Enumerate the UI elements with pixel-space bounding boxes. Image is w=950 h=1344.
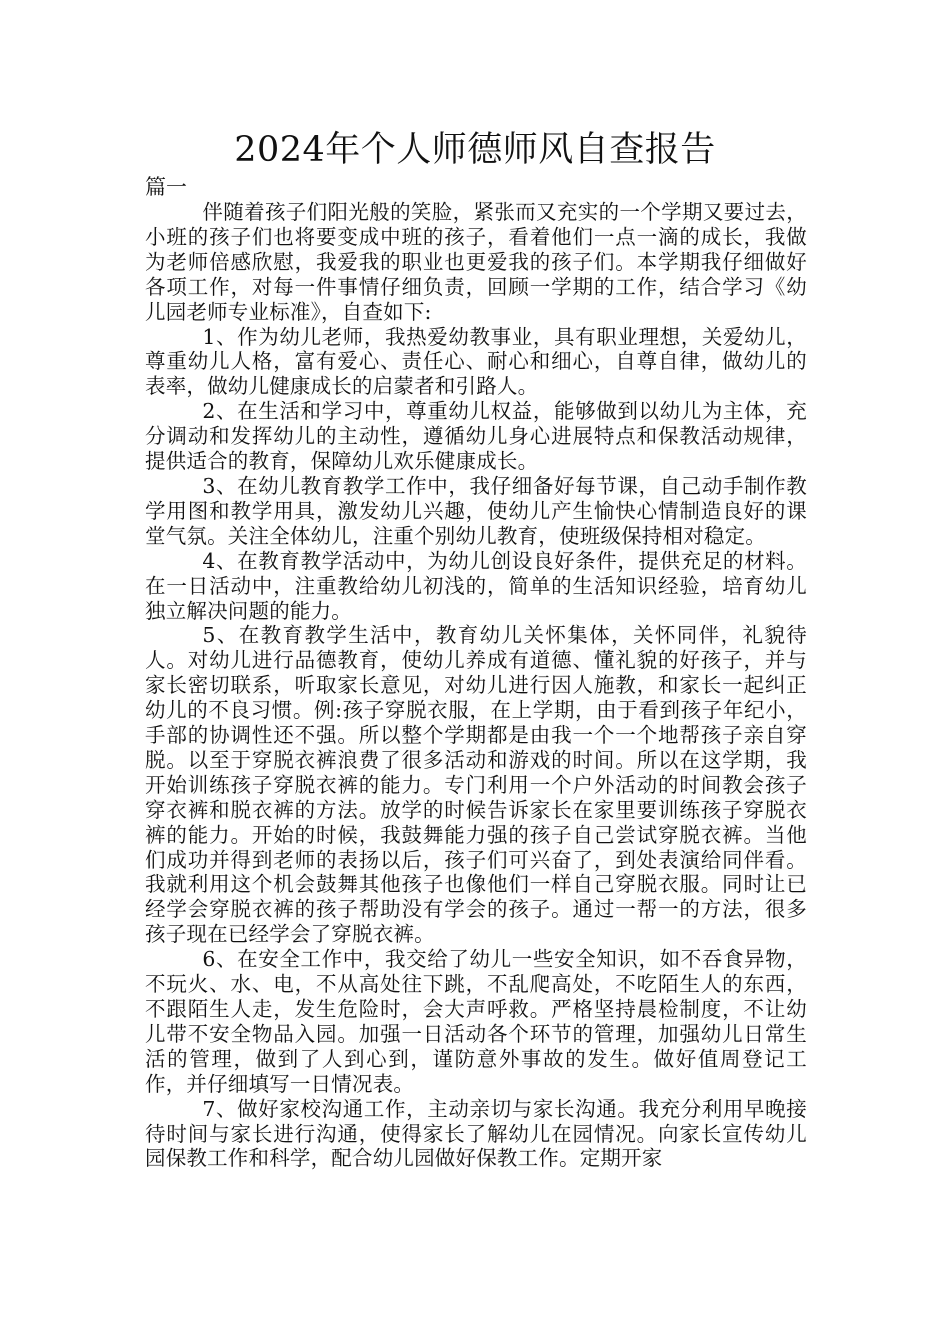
paragraph-item-5: 5、在教育教学生活中，教育幼儿关怀集体，关怀同伴，礼貌待人。对幼儿进行品德教育，使幼儿养成有道德、懂礼貌的好孩子，并与家长密切联系，听取家长意见，对幼儿进行因人施教，和家长一起纠正幼儿的不良习惯。例:孩子穿脱衣服，在上学期，由于看到孩子年纪小，手部的协调性还不强。所以整个学期都是由我一个一个地帮孩子亲自穿脱。以至于穿脱衣裤浪费了很多活动和游戏的时间。所以在这学期，我开始训练孩子穿脱衣裤的能力。专门利用一个户外活动的时间教会孩子穿衣裤和脱衣裤的方法。放学的时候告诉家长在家里要训练孩子穿脱衣裤的能力。开始的时候，我鼓舞能力强的孩子自己尝试穿脱衣裤。当他们成功并得到老师的表扬以后，孩子们可兴奋了，到处表演给同伴看。我就利用这个机会鼓舞其他孩子也像他们一样自己穿脱衣服。同时让已经学会穿脱衣裤的孩子帮助没有学会的孩子。通过一帮一的方法，很多孩子现在已经学会了穿脱衣裤。 [145,623,807,947]
paragraph-item-6: 6、在安全工作中，我交给了幼儿一些安全知识，如不吞食异物，不玩火、水、电，不从高处往下跳，不乱爬高处，不吃陌生人的东西，不跟陌生人走，发生危险时，会大声呼救。严格坚持晨检制度，不让幼儿带不安全物品入园。加强一日活动各个环节的管理，加强幼儿日常生活的管理，做到了人到心到，谨防意外事故的发生。做好值周登记工作，并仔细填写一日情况表。 [145,947,807,1096]
paragraph-item-3: 3、在幼儿教育教学工作中，我仔细备好每节课，自己动手制作教学用图和教学用具，激发幼儿兴趣，使幼儿产生愉快心情制造良好的课堂气氛。关注全体幼儿，注重个别幼儿教育，使班级保持相对稳定。 [145,473,807,548]
document-body [145,200,807,1171]
paragraph-item-7: 7、做好家校沟通工作，主动亲切与家长沟通。我充分利用早晚接待时间与家长进行沟通，使得家长了解幼儿在园情况。向家长宣传幼儿园保教工作和科学，配合幼儿园做好保教工作。定期开家 [145,1096,807,1171]
document-title: 2024年个人师德师风自查报告 [234,130,716,170]
paragraph-item-2: 2、在生活和学习中，尊重幼儿权益，能够做到以幼儿为主体，充分调动和发挥幼儿的主动性，遵循幼儿身心进展特点和保教活动规律，提供适合的教育，保障幼儿欢乐健康成长。 [145,399,807,474]
paragraph-item-4: 4、在教育教学活动中，为幼儿创设良好条件，提供充足的材料。在一日活动中，注重教给幼儿初浅的，简单的生活知识经验，培育幼儿独立解决问题的能力。 [145,548,807,623]
paragraph-intro: 伴随着孩子们阳光般的笑脸，紧张而又充实的一个学期又要过去，小班的孩子们也将要变成中班的孩子，看着他们一点一滴的成长，我做为老师倍感欣慰，我爱我的职业也更爱我的孩子们。本学期我仔细做好各项工作，对每一件事情仔细负责，回顾一学期的工作，结合学习《幼儿园老师专业标准》，自查如下: [145,200,807,324]
section-label: 篇一 [145,175,187,199]
paragraph-item-1: 1、作为幼儿老师，我热爱幼教事业，具有职业理想，关爱幼儿，尊重幼儿人格，富有爱心、责任心、耐心和细心，自尊自律，做幼儿的表率，做幼儿健康成长的启蒙者和引路人。 [145,324,807,399]
